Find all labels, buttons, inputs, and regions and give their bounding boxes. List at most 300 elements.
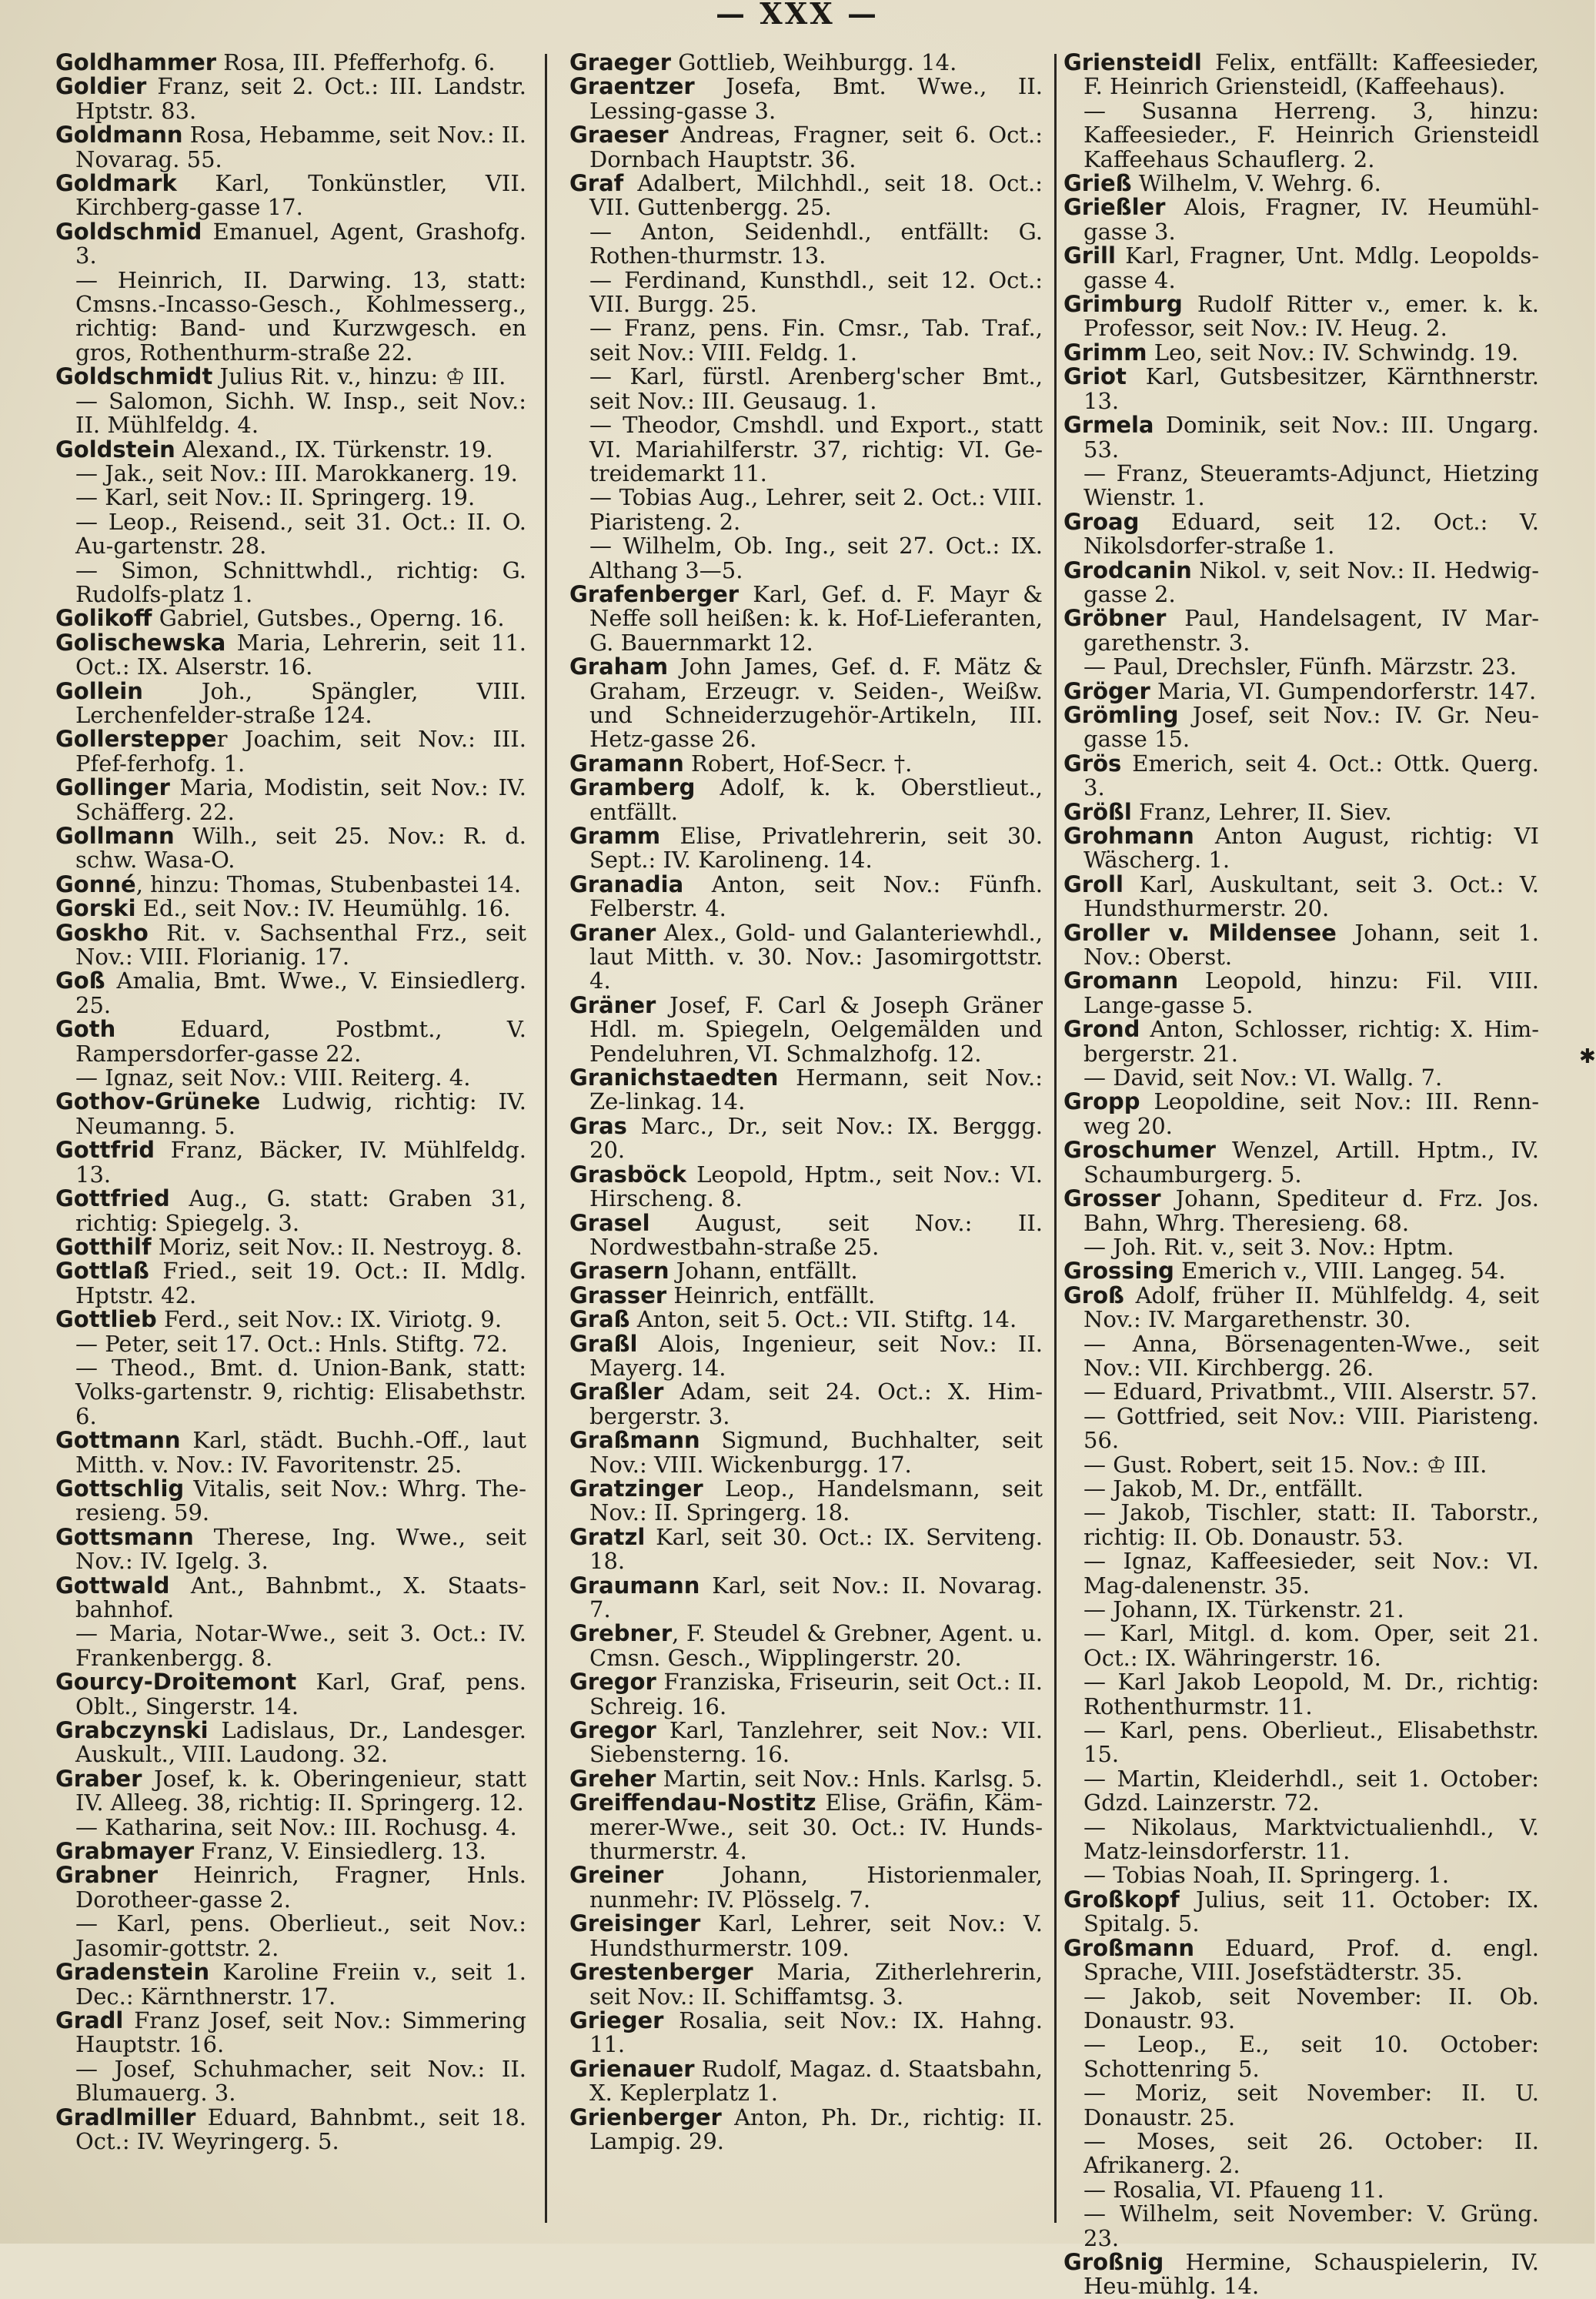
- directory-entry: [55, 1356, 526, 1429]
- directory-entry: [55, 510, 526, 559]
- entry-details: Ladislaus, Dr., Landesger. Auskult., VIII. Laudong. 32.: [75, 1717, 526, 1768]
- entry-details: — Anna, Börsenagenten-Wwe., seit Nov.: VII. Kirchbergg. 26.: [1083, 1330, 1539, 1381]
- directory-entry: [569, 123, 1043, 172]
- entry-details: Ludwig, richtig: IV. Neumanng. 5.: [75, 1088, 526, 1139]
- directory-entry: [569, 1670, 1043, 1719]
- directory-entry: [1063, 1235, 1539, 1259]
- entry-surname: Gollinger: [55, 774, 170, 801]
- entry-details: Julius Rit. v., hinzu: ♔ III.: [212, 363, 506, 390]
- directory-entry: [55, 1138, 526, 1187]
- entry-details: Karoline Freiin v., seit 1. Dec.: Kärnthnerstr. 17.: [75, 1959, 526, 2010]
- entry-details: — Leop., Reisend., seit 31. Oct.: II. O. Au-gartenstr. 28.: [75, 508, 526, 560]
- entry-details: — Moses, seit 26. October: II. Afrikanerg. 2.: [1083, 2127, 1539, 2179]
- entry-details: Johann, Spediteur d. Frz. Jos. Bahn, Whrg. Theresieng. 68.: [1083, 1185, 1539, 1236]
- entry-surname: Groß: [1063, 1281, 1124, 1308]
- directory-entry: [1063, 1863, 1539, 1887]
- directory-entry: [569, 486, 1043, 534]
- entry-details: — Jak., seit Nov.: III. Marokkanerg. 19.: [75, 459, 518, 486]
- entry-details: — Franz, pens. Fin. Cmsr., Tab. Traf., seit Nov.: VIII. Feldg. 1.: [589, 315, 1043, 366]
- directory-entry: [55, 1813, 526, 1840]
- entry-details: Paul, Handelsagent, IV Mar-garethenstr. 3.: [1083, 605, 1539, 656]
- entry-details: — Maria, Notar-Wwe., seit 3. Oct.: IV. Frankenbergg. 8.: [75, 1620, 526, 1671]
- directory-entry: [55, 220, 526, 269]
- directory-entry: [55, 1066, 526, 1090]
- directory-entry: [55, 727, 526, 776]
- entry-details: — Jakob, seit November: II. Ob. Donaustr. 93.: [1083, 1983, 1539, 2033]
- directory-entry: [569, 1912, 1043, 1960]
- entry-details: Franz Josef, seit Nov.: Simmering Hauptstr. 16.: [75, 2007, 526, 2058]
- entry-details: — Heinrich, II. Darwing. 13, statt: Cmsns.-Incasso-Gesch., Kohlmesserg., richtig: Band- und Kurzwgesch. en gros, Rothenthurm-straße 22.: [75, 266, 526, 366]
- entry-details: — Johann, IX. Türkenstr. 21.: [1083, 1596, 1404, 1622]
- entry-details: Adolf, k. k. Oberstlieut., entfällt.: [589, 774, 1043, 825]
- entry-details: Gottlieb, Weihburgg. 14.: [671, 49, 957, 75]
- entry-details: — Gottfried, seit Nov.: VIII. Piaristeng. 56.: [1083, 1402, 1539, 1454]
- directory-entry: [569, 1380, 1043, 1429]
- entry-surname: Groll: [1063, 870, 1124, 897]
- entry-surname: Graeser: [569, 122, 669, 149]
- entry-details: Anton, Schlosser, richtig: X. Him-bergerstr. 21.: [1083, 1016, 1539, 1067]
- directory-entry: [1063, 2202, 1539, 2251]
- directory-entry: [569, 2057, 1043, 2106]
- directory-entry: [1063, 1380, 1539, 1404]
- entry-details: Fried., seit 19. Oct.: II. Mdlg. Hptstr. 42.: [75, 1258, 526, 1308]
- entry-surname: Golischewska: [55, 629, 226, 656]
- directory-entry: [569, 1477, 1043, 1525]
- directory-entry: [55, 1308, 526, 1332]
- entry-surname: Goldmann: [55, 122, 183, 149]
- directory-entry: [55, 2057, 526, 2106]
- directory-entry: [1063, 824, 1539, 873]
- directory-entry: [569, 220, 1043, 269]
- entry-details: — Eduard, Privatbmt., VIII. Alserstr. 57.: [1083, 1378, 1538, 1405]
- entry-surname: Gradlmiller: [55, 2104, 196, 2130]
- directory-entry: [55, 1670, 526, 1719]
- entry-surname: Grestenberger: [569, 1959, 753, 1986]
- entry-surname: Graner: [569, 919, 656, 946]
- directory-entry: [55, 897, 526, 921]
- entry-surname: Goth: [55, 1016, 116, 1043]
- entry-surname: Gottfrid: [55, 1137, 155, 1164]
- directory-entry: [55, 969, 526, 1018]
- entry-details: Alex., Gold- und Galanteriewhdl., laut Mitth. v. 30. Nov.: Jasomirgottstr. 4.: [589, 919, 1043, 994]
- directory-entry: [1063, 1090, 1539, 1138]
- entry-surname: Gollein: [55, 677, 143, 704]
- column-divider: [545, 54, 547, 2223]
- entry-surname: Gräner: [569, 991, 656, 1018]
- directory-entry: [55, 51, 526, 75]
- entry-details: Ant., Bahnbmt., X. Staats-bahnhof.: [75, 1572, 526, 1622]
- entry-details: — David, seit Nov.: VI. Wallg. 7.: [1083, 1064, 1443, 1091]
- entry-details: — Susanna Herreng. 3, hinzu: Kaffeesieder., F. Heinrich Griensteidl Kaffeehaus Schauflerg. 2.: [1083, 97, 1539, 172]
- directory-entry: [569, 580, 1043, 656]
- directory-entry: [569, 1574, 1043, 1622]
- directory-entry: [1063, 459, 1539, 511]
- entry-details: Eduard, Bahnbmt., seit 18. Oct.: IV. Weyringerg. 5.: [75, 2104, 526, 2154]
- directory-entry: [55, 1187, 526, 1235]
- entry-surname: Gradl: [55, 2007, 124, 2033]
- entry-details: Joh., Spängler, VIII. Lerchenfelder-straße 124.: [75, 677, 526, 728]
- directory-entry: [1063, 1813, 1539, 1865]
- directory-entry: [1063, 1402, 1539, 1454]
- directory-entry: [55, 2106, 526, 2154]
- entry-details: Franz, Lehrer, II. Siev.: [1131, 798, 1392, 825]
- entry-surname: Gröger: [1063, 677, 1150, 704]
- entry-details: — Peter, seit 17. Oct.: Hnls. Stiftg. 72.: [75, 1330, 508, 1357]
- entry-surname: Graßmann: [569, 1427, 700, 1454]
- entry-surname: Gourcy-Droitemont: [55, 1669, 297, 1696]
- entry-details: Maria, Lehrerin, seit 11. Oct.: IX. Alserstr. 16.: [75, 629, 526, 680]
- entry-surname: Grasel: [569, 1209, 650, 1236]
- entry-surname: Grasern: [569, 1258, 669, 1285]
- directory-entry: [55, 1332, 526, 1356]
- directory-entry: [55, 776, 526, 824]
- entry-details: Karl, Gutsbesitzer, Kärnthnerstr. 13.: [1083, 363, 1539, 414]
- entry-surname: Groschumer: [1063, 1137, 1216, 1164]
- directory-entry: [1063, 655, 1539, 679]
- entry-details: — Jakob, M. Dr., entfällt.: [1083, 1475, 1364, 1502]
- entry-details: Anton, Ph. Dr., richtig: II. Lampig. 29.: [589, 2104, 1043, 2154]
- entry-surname: Gregor: [569, 1669, 656, 1696]
- entry-details: Therese, Ing. Wwe., seit Nov.: IV. Igelg. 3.: [75, 1523, 526, 1575]
- entry-details: — Josef, Schuhmacher, seit Nov.: II. Blumauerg. 3.: [75, 2055, 526, 2107]
- entry-details: Julius, seit 11. October: IX. Spitalg. 5.: [1083, 1886, 1539, 1937]
- entry-details: Felix, entfällt: Kaffeesieder, F. Heinrich Griensteidl, (Kaffeehaus).: [1083, 49, 1539, 100]
- entry-details: Karl, Auskultant, seit 3. Oct.: V. Hundsthurmerstr. 20.: [1083, 870, 1539, 922]
- entry-details: , hinzu: Thomas, Stubenbastei 14.: [135, 870, 522, 897]
- entry-surname: Groag: [1063, 508, 1140, 535]
- directory-entry: [55, 1574, 526, 1622]
- directory-entry: [55, 677, 526, 728]
- entry-surname: Gratzinger: [569, 1475, 703, 1502]
- entry-details: Rosalia, seit Nov.: IX. Hahng. 11.: [589, 2007, 1043, 2058]
- entry-surname: Gras: [569, 1112, 627, 1139]
- entry-details: Franz, V. Einsiedlerg. 13.: [194, 1838, 486, 1865]
- entry-details: Josef, k. k. Oberingenieur, statt IV. Alleeg. 38, richtig: II. Springerg. 12.: [75, 1765, 526, 1816]
- directory-entry: [55, 389, 526, 438]
- entry-details: Wilh., seit 25. Nov.: R. d. schw. Wasa-O.: [75, 823, 526, 874]
- entry-details: Josef, F. Carl & Joseph Gräner Hdl. m. Spiegeln, Oelgemälden und Pendeluhren, VI. Schmalzhofg. 12.: [589, 991, 1043, 1067]
- entry-surname: Goldstein: [55, 436, 175, 463]
- directory-entry: [55, 1767, 526, 1816]
- entry-details: Sigmund, Buchhalter, seit Nov.: VIII. Wickenburgg. 17.: [589, 1427, 1043, 1478]
- entry-details: — Joh. Rit. v., seit 3. Nov.: Hptm.: [1083, 1233, 1454, 1260]
- entry-details: — Tobias Noah, II. Springerg. 1.: [1083, 1862, 1450, 1889]
- directory-column-2: [569, 51, 1043, 2229]
- entry-surname: Gorski: [55, 895, 136, 922]
- entry-details: Franziska, Friseurin, seit Oct.: II. Schreig. 16.: [589, 1669, 1043, 1719]
- entry-surname: Grimburg: [1063, 291, 1183, 318]
- entry-details: Karl, Tonkünstler, VII. Kirchberg-gasse 17.: [75, 170, 526, 221]
- directory-entry: [569, 1163, 1043, 1211]
- directory-entry: [1063, 1670, 1539, 1719]
- directory-entry: [569, 1429, 1043, 1477]
- entry-surname: Grimm: [1063, 339, 1147, 366]
- entry-surname: Graber: [55, 1765, 142, 1792]
- directory-entry: [1063, 2248, 1539, 2299]
- entry-surname: Gramm: [569, 823, 661, 849]
- directory-entry: [569, 51, 1043, 75]
- entry-details: Alois, Ingenieur, seit Nov.: II. Mayerg. 14.: [589, 1330, 1043, 1381]
- entry-details: — Nikolaus, Marktvictualienhdl., V. Matz-leinsdorferstr. 11.: [1083, 1813, 1539, 1865]
- directory-entry: [1063, 606, 1539, 655]
- entry-details: Karl, seit Nov.: II. Novarag. 7.: [589, 1572, 1043, 1622]
- directory-entry: [55, 1018, 526, 1066]
- directory-entry: [569, 1863, 1043, 1912]
- directory-entry: [55, 1622, 526, 1670]
- directory-entry: [1063, 1138, 1539, 1187]
- entry-surname: Groller v. Mildensee: [1063, 919, 1337, 946]
- entry-surname: Grill: [1063, 242, 1116, 269]
- entry-details: Dominik, seit Nov.: III. Ungarg. 53.: [1083, 412, 1539, 463]
- entry-details: Rosa, III. Pfefferhofg. 6.: [216, 49, 496, 75]
- entry-details: — Wilhelm, seit November: V. Grüng. 23.: [1083, 2200, 1539, 2251]
- directory-entry: [569, 655, 1043, 752]
- directory-entry: [1063, 752, 1539, 800]
- directory-entry: [1063, 921, 1539, 970]
- entry-details: — Theodor, Cmshdl. und Export., statt VI. Mariahilferstr. 37, richtig: VI. Ge-treidemarkt 11.: [589, 412, 1043, 486]
- directory-entry: [1063, 172, 1539, 195]
- directory-entry: [55, 266, 526, 366]
- directory-entry: [55, 1719, 526, 1767]
- entry-details: Johann, seit 1. Nov.: Oberst.: [1083, 919, 1539, 971]
- entry-surname: Golikoff: [55, 605, 152, 632]
- entry-details: Ferd., seit Nov.: IX. Viriotg. 9.: [156, 1306, 503, 1333]
- entry-details: r Joachim, seit Nov.: III. Pfef-ferhofg. 1.: [75, 726, 526, 777]
- entry-details: Rit. v. Sachsenthal Frz., seit Nov.: VIII. Florianig. 17.: [75, 919, 526, 971]
- entry-details: Heinrich, Fragner, Hnls. Dorotheer-gasse 2.: [75, 1862, 526, 1913]
- entry-surname: Grömling: [1063, 701, 1179, 728]
- entry-surname: Grabczynski: [55, 1717, 209, 1744]
- entry-details: John James, Gef. d. F. Mätz & Graham, Erzeugr. v. Seiden-, Weißw. und Schneiderzugehör-Artikeln, III. Hetz-gasse 26.: [589, 653, 1043, 753]
- entry-surname: Grmela: [1063, 412, 1154, 439]
- entry-surname: Grieger: [569, 2007, 664, 2033]
- directory-entry: [569, 1066, 1043, 1114]
- entry-details: Johann, Historienmaler, nunmehr: IV. Plösselg. 7.: [589, 1862, 1043, 1913]
- entry-details: — Wilhelm, Ob. Ing., seit 27. Oct.: IX. Althang 3—5.: [589, 533, 1043, 583]
- entry-details: Vitalis, seit Nov.: Whrg. The-resieng. 59.: [75, 1475, 526, 1526]
- directory-entry: [569, 172, 1043, 220]
- entry-details: Robert, Hof-Secr. †.: [683, 750, 913, 777]
- entry-details: — Franz, Steueramts-Adjunct, Hietzing Wienstr. 1.: [1083, 459, 1539, 511]
- directory-entry: [1063, 1719, 1539, 1767]
- directory-entry: [1063, 1066, 1539, 1090]
- directory-entry: [569, 1767, 1043, 1791]
- entry-surname: Gottsmann: [55, 1523, 194, 1550]
- directory-entry: [1063, 1477, 1539, 1501]
- directory-entry: [569, 1332, 1043, 1381]
- entry-details: Emanuel, Agent, Grashofg. 3.: [75, 218, 526, 269]
- margin-mark: ✱: [1579, 1045, 1596, 1068]
- directory-entry: [55, 1840, 526, 1863]
- entry-details: Anton, seit 5. Oct.: VII. Stiftg. 14.: [629, 1306, 1017, 1333]
- directory-entry: [569, 1622, 1043, 1670]
- directory-column-3: [1063, 49, 1539, 2299]
- directory-entry: [569, 1960, 1043, 2009]
- directory-entry: [55, 1912, 526, 1960]
- entry-surname: Gottlaß: [55, 1258, 149, 1285]
- directory-entry: [1063, 800, 1539, 824]
- entry-details: Elise, Gräfin, Käm-merer-Wwe., seit 30. Oct.: IV. Hunds-thurmerstr. 4.: [589, 1789, 1043, 1865]
- entry-details: Adam, seit 24. Oct.: X. Him-bergerstr. 3.: [589, 1378, 1043, 1429]
- directory-entry: [1063, 1985, 1539, 2033]
- entry-details: Moriz, seit Nov.: II. Nestroyg. 8.: [151, 1233, 523, 1260]
- directory-entry: [569, 1211, 1043, 1260]
- directory-entry: [569, 1719, 1043, 1767]
- entry-surname: Gottfried: [55, 1185, 170, 1212]
- entry-surname: Grossing: [1063, 1258, 1174, 1285]
- entry-surname: Grabner: [55, 1862, 159, 1889]
- entry-details: — Karl Jakob Leopold, M. Dr., richtig: Rothenthurmstr. 11.: [1083, 1669, 1539, 1719]
- directory-entry: [55, 1960, 526, 2009]
- entry-surname: Gottschlig: [55, 1475, 185, 1502]
- directory-entry: [1063, 870, 1539, 922]
- entry-surname: Greiffendau-Nostitz: [569, 1789, 816, 1816]
- directory-entry: [1063, 1453, 1539, 1477]
- entry-details: — Anton, Seidenhdl., entfällt: G. Rothen-thurmstr. 13.: [589, 218, 1043, 269]
- directory-entry: [1063, 1281, 1539, 1333]
- entry-surname: Gromann: [1063, 967, 1179, 994]
- entry-surname: Grienberger: [569, 2104, 722, 2130]
- entry-details: Josef, seit Nov.: IV. Gr. Neu-gasse 15.: [1083, 701, 1539, 753]
- entry-details: Hermann, seit Nov.: Ze-linkag. 14.: [589, 1064, 1043, 1115]
- directory-entry: [1063, 1549, 1539, 1598]
- entry-details: Amalia, Bmt. Wwe., V. Einsiedlerg. 25.: [75, 967, 526, 1018]
- entry-details: Nikol. v, seit Nov.: II. Hedwig-gasse 2.: [1083, 556, 1539, 607]
- directory-entry: [569, 752, 1043, 776]
- directory-entry: [55, 1525, 526, 1574]
- entry-details: — Ferdinand, Kunsthdl., seit 12. Oct.: VII. Burgg. 25.: [589, 266, 1043, 318]
- directory-entry: [1063, 969, 1539, 1018]
- entry-details: — Salomon, Sichh. W. Insp., seit Nov.: II. Mühlfeldg. 4.: [75, 387, 526, 439]
- directory-entry: [55, 1090, 526, 1138]
- entry-details: Emerich v., VIII. Langeg. 54.: [1174, 1258, 1506, 1285]
- directory-entry: [1063, 1259, 1539, 1283]
- entry-surname: Gregor: [569, 1717, 656, 1744]
- directory-entry: [1063, 2178, 1539, 2202]
- entry-details: Karl, seit 30. Oct.: IX. Serviteng. 18.: [589, 1523, 1043, 1575]
- entry-surname: Griensteidl: [1063, 49, 1202, 75]
- entry-details: — Tobias Aug., Lehrer, seit 2. Oct.: VIII. Piaristeng. 2.: [589, 484, 1043, 535]
- entry-surname: Gramberg: [569, 774, 696, 801]
- entry-surname: Grös: [1063, 750, 1122, 777]
- entry-surname: Gröbner: [1063, 605, 1167, 632]
- entry-details: Anton August, richtig: VI Wäscherg. 1.: [1083, 823, 1539, 874]
- entry-details: — Gust. Robert, seit 15. Nov.: ♔ III.: [1083, 1451, 1487, 1478]
- entry-details: Anton, seit Nov.: Fünfh. Felberstr. 4.: [589, 870, 1043, 922]
- entry-surname: Grießler: [1063, 194, 1166, 221]
- entry-surname: Graf: [569, 170, 624, 197]
- entry-details: Karl, Fragner, Unt. Mdlg. Leopolds-gasse 4.: [1083, 242, 1539, 293]
- directory-entry: [569, 1281, 1043, 1308]
- directory-entry: [55, 556, 526, 607]
- entry-details: Emerich, seit 4. Oct.: Ottk. Querg. 3.: [1083, 750, 1539, 801]
- directory-column-1: [55, 51, 526, 2229]
- entry-surname: Gollmann: [55, 823, 175, 849]
- directory-entry: [1063, 195, 1539, 244]
- directory-entry: [569, 2106, 1043, 2154]
- entry-surname: Goldschmid: [55, 218, 202, 245]
- entry-details: , F. Steudel & Grebner, Agent. u. Cmsn. Gesch., Wipplingerstr. 20.: [589, 1620, 1043, 1671]
- entry-details: — Simon, Schnittwhdl., richtig: G. Rudolfs-platz 1.: [75, 556, 526, 607]
- entry-surname: Gotthilf: [55, 1233, 152, 1260]
- entry-details: Johann, entfällt.: [669, 1258, 858, 1285]
- entry-details: Eduard, Prof. d. engl. Sprache, VIII. Josefstädterstr. 35.: [1083, 1934, 1539, 1986]
- directory-entry: [569, 824, 1043, 873]
- entry-details: Leopold, Hptm., seit Nov.: VI. Hirscheng. 8.: [589, 1161, 1043, 1212]
- entry-surname: Grienauer: [569, 2055, 695, 2082]
- entry-details: Rosa, Hebamme, seit Nov.: II. Novarag. 55.: [75, 122, 526, 172]
- entry-surname: Gottlieb: [55, 1306, 157, 1333]
- entry-details: — Paul, Drechsler, Fünfh. Märzstr. 23.: [1083, 653, 1517, 680]
- entry-surname: Grasser: [569, 1281, 667, 1308]
- entry-details: Leop., Handelsmann, seit Nov.: II. Springerg. 18.: [589, 1475, 1043, 1526]
- directory-entry: [55, 1235, 526, 1259]
- entry-surname: Grabmayer: [55, 1838, 195, 1865]
- entry-details: Karl, Graf, pens. Oblt., Singerstr. 14.: [75, 1669, 526, 1719]
- directory-entry: [1063, 703, 1539, 752]
- directory-entry: [569, 1308, 1043, 1332]
- entry-details: — Ignaz, Kaffeesieder, seit Nov.: VI. Mag-dalenenstr. 35.: [1083, 1548, 1539, 1599]
- page-number-header: — XXX —: [716, 0, 879, 31]
- entry-surname: Graham: [569, 653, 669, 680]
- directory-entry: [55, 75, 526, 123]
- directory-entry: [569, 1114, 1043, 1163]
- directory-entry: [55, 1863, 526, 1912]
- directory-entry: [55, 486, 526, 510]
- entry-surname: Gottmann: [55, 1427, 181, 1454]
- entry-details: Elise, Privatlehrerin, seit 30. Sept.: IV. Karolineng. 14.: [589, 823, 1043, 874]
- entry-surname: Gramann: [569, 750, 684, 777]
- entry-details: Rudolf Ritter v., emer. k. k. Professor, seit Nov.: IV. Heug. 2.: [1083, 291, 1539, 342]
- entry-surname: Großmann: [1063, 1934, 1194, 1961]
- entry-surname: Griot: [1063, 363, 1127, 390]
- entry-details: Karl, städt. Buchh.-Off., laut Mitth. v. Nov.: IV. Favoritenstr. 25.: [75, 1427, 526, 1478]
- entry-details: Alexand., IX. Türkenstr. 19.: [175, 436, 493, 463]
- entry-details: Hermine, Schauspielerin, IV. Heu-mühlg. 14.: [1083, 2248, 1539, 2299]
- directory-entry: [1063, 365, 1539, 413]
- column-divider: [1054, 54, 1057, 2223]
- entry-details: Eduard, seit 12. Oct.: V. Nikolsdorfer-straße 1.: [1083, 508, 1539, 560]
- directory-entry: [1063, 1936, 1539, 1985]
- entry-surname: Gropp: [1063, 1088, 1140, 1115]
- entry-surname: Graentzer: [569, 73, 695, 100]
- entry-surname: Grebner: [569, 1620, 673, 1647]
- directory-entry: [55, 365, 526, 389]
- directory-entry: [55, 2009, 526, 2057]
- directory-entry: [569, 870, 1043, 922]
- entry-details: Heinrich, entfällt.: [666, 1281, 876, 1308]
- entry-surname: Gradenstein: [55, 1959, 210, 1986]
- directory-entry: [569, 776, 1043, 824]
- directory-entry: [569, 1525, 1043, 1574]
- entry-surname: Goskho: [55, 919, 149, 946]
- entry-surname: Gothov-Grüneke: [55, 1088, 261, 1115]
- directory-entry: [569, 1259, 1043, 1283]
- entry-details: Karl, Tanzlehrer, seit Nov.: VII. Siebensterng. 16.: [589, 1717, 1043, 1768]
- directory-entry: [1063, 2081, 1539, 2130]
- entry-details: Maria, VI. Gumpendorferstr. 147.: [1150, 677, 1537, 704]
- directory-entry: [569, 413, 1043, 486]
- directory-entry: [55, 870, 526, 897]
- entry-details: Martin, seit Nov.: Hnls. Karlsg. 5.: [656, 1765, 1043, 1792]
- directory-entry: [1063, 1767, 1539, 1816]
- entry-surname: Grohmann: [1063, 823, 1194, 849]
- entry-surname: Grond: [1063, 1016, 1140, 1043]
- directory-entry: [569, 534, 1043, 583]
- entry-details: Wenzel, Artill. Hptm., IV. Schaumburgerg. 5.: [1083, 1137, 1539, 1188]
- directory-entry: [569, 316, 1043, 365]
- entry-surname: Graumann: [569, 1572, 700, 1599]
